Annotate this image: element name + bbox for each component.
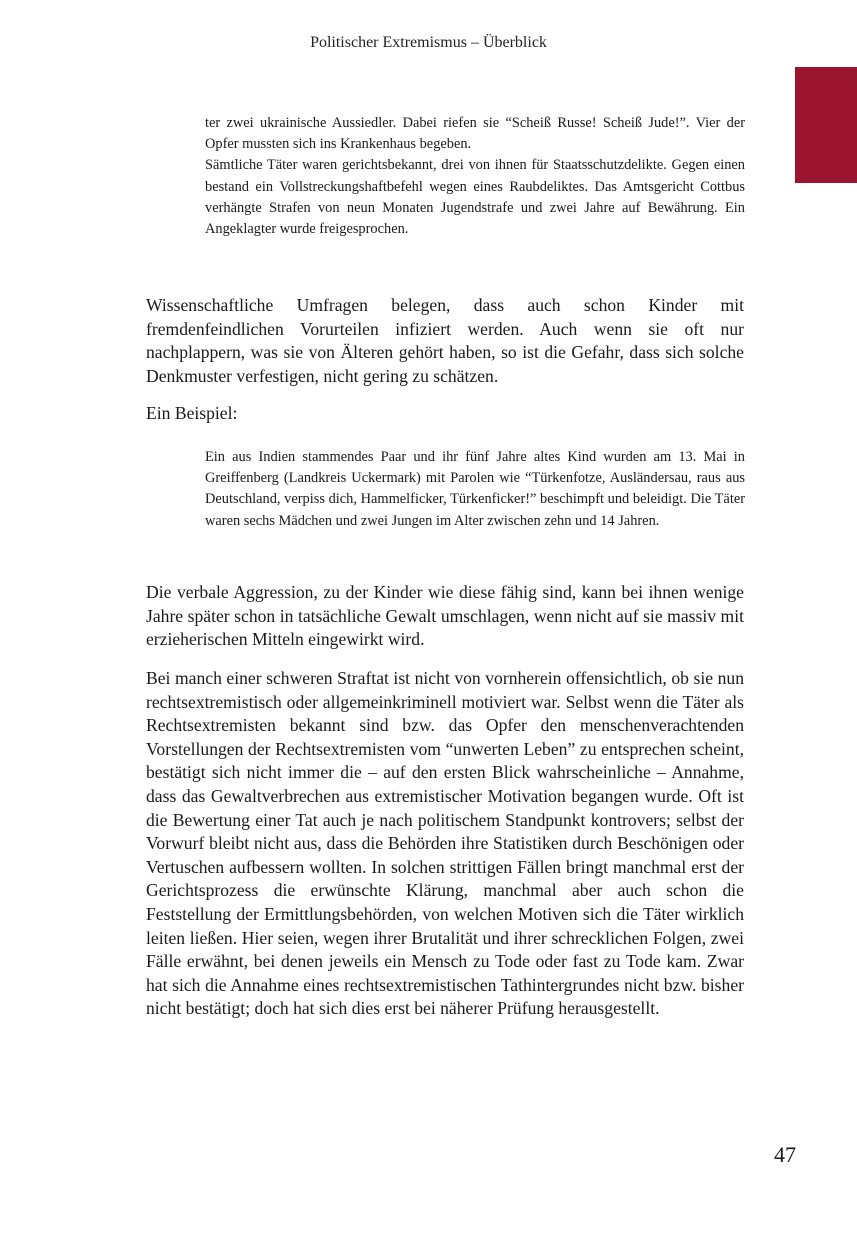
chapter-thumb-tab [795,67,857,183]
block-quote-1 [205,113,745,240]
block-quote-2 [205,447,745,532]
body-paragraph-2-text: Ein Beispiel: [146,403,238,423]
running-head: Politischer Extremismus – Überblick [310,34,547,51]
body-paragraph-1 [146,294,744,388]
body-paragraph-2 [146,402,744,426]
block-quote-1-part-2: Sämtliche Täter waren gerichtsbekannt, drei von ihnen für Staatsschutzdelikte. Gegen einen bestand ein Vollstreckungshaftbefehl wegen eines Raubdeliktes. Das Amtsgericht Cottbus verhängte Strafen von neun Monaten Jugendstrafe und zwei Jahre auf Bewährung. Ein Angeklagter wurde freigesprochen. [205,157,745,238]
body-paragraph-4 [146,667,744,1021]
body-paragraph-1-text: Wissenschaftliche Umfragen belegen, dass auch schon Kinder mit fremdenfeindlichen Vorurteilen infiziert werden. Auch wenn sie oft nur nachplappern, was sie von Älteren gehört haben, so ist die Gefahr, dass sich solche Denkmuster verfestigen, nicht gering zu schätzen. [146,295,744,386]
body-paragraph-4-text: Bei manch einer schweren Straftat ist nicht von vornherein offensichtlich, ob sie nun rechtsextremistisch oder allgemeinkriminell motiviert war. Selbst wenn die Täter als Rechtsextremisten bekannt sind bzw. das Opfer den menschenverachtenden Vorstellungen der Rechtsextremisten vom “unwerten Leben” zu entsprechen scheint, bestätigt sich nicht immer die – auf den ersten Blick wahrscheinliche – Annahme, dass das Gewaltverbrechen aus extremistischer Motivation begangen wurde. Oft ist die Bewertung einer Tat auch je nach politischem Standpunkt kontrovers; selbst der Vorwurf bleibt nicht aus, dass die Behörden ihre Statistiken durch Beschönigen oder Vertuschen aufbessern wollten. In solchen strittigen Fällen bringt manchmal erst der Gerichtsprozess die erwünschte Klärung, manchmal aber auch schon die Feststellung der Ermittlungsbehörden, von welchen Motiven sich die Täter wirklich leiten ließen. Hier seien, wegen ihrer Brutalität und ihrer schrecklichen Folgen, zwei Fälle erwähnt, bei denen jeweils ein Mensch zu Tode oder fast zu Tode kam. Zwar hat sich die Annahme eines rechtsextremistischen Tathintergrundes nicht bzw. bisher nicht bestätigt; doch hat sich dies erst bei näherer Prüfung herausgestellt. [146,668,744,1019]
body-paragraph-3-text: Die verbale Aggression, zu der Kinder wie diese fähig sind, kann bei ihnen wenige Jahre später schon in tatsächliche Gewalt umschlagen, wenn nicht auf sie massiv mit erzieherischen Mitteln eingewirkt wird. [146,582,744,650]
block-quote-1-part-1: ter zwei ukrainische Aussiedler. Dabei riefen sie “Scheiß Russe! Scheiß Jude!”. Vier der Opfer mussten sich ins Krankenhaus begeben. [205,115,745,153]
body-paragraph-3 [146,581,744,652]
block-quote-2-text: Ein aus Indien stammendes Paar und ihr fünf Jahre altes Kind wurden am 13. Mai in Greiffenberg (Landkreis Uckermark) mit Parolen wie “Türkenfotze, Ausländersau, raus aus Deutschland, verpiss dich, Hammelficker, Türkenficker!” beschimpft und beleidigt. Die Täter waren sechs Mädchen und zwei Jungen im Alter zwischen zehn und 14 Jahren. [205,449,745,529]
page-number: 47 [774,1142,796,1167]
